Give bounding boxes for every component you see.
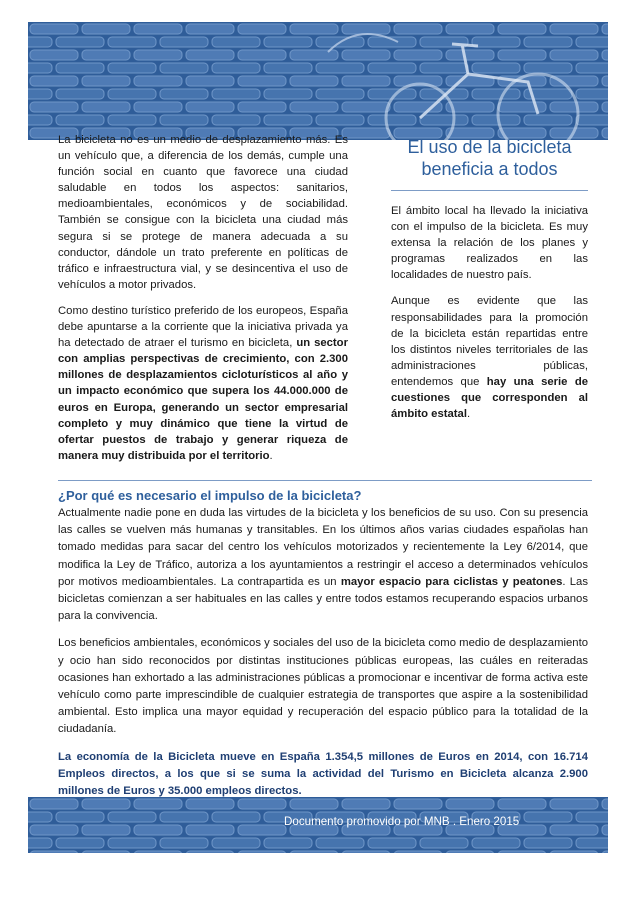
responsibility-bold-text: hay una serie de cuestiones que corresponden al ámbito estatal <box>391 375 588 421</box>
responsibility-text: Aunque es evidente que las responsabilidades para la promoción de la bicicleta están repartidas entre los distintos niveles territoriales de las administraciones públicas, entendemos que <box>391 295 588 388</box>
tourism-end: . <box>269 449 273 462</box>
economy-paragraph: La economía de la Bicicleta mueve en España 1.354,5 millones de Euros en 2014, con 16.714 Empleos directos, a los que si se suma la actividad del Turismo en Bicicleta alcanza 2.900 millones de Euros y 35.000 empleos directos. <box>58 750 588 798</box>
footer-caption: Documento promovido por MNB . Enero 2015 <box>284 815 520 828</box>
responsibility-end: . <box>466 408 471 421</box>
header-photo-banner <box>28 22 608 140</box>
left-column <box>58 132 348 474</box>
paving-bicycle-image <box>28 22 608 140</box>
section-divider <box>58 480 592 481</box>
benefits-paragraph: Los beneficios ambientales, económicos y sociales del uso de la bicicleta como medio de desplazamiento y ocio han sido reconocidos por distintas instituciones públicas europeas, las cuáles en reiteradas ocasiones han exhortado a las administraciones públicas a promocionar e incentivar de forma activa este vehículo como parte imprescindible de cualquier estrategia de transportes que aspire a la sostenibilidad ambiental. Esto implica una mayor equidad y recuperación del espacio público para la totalidad de la ciudadanía. <box>58 637 588 736</box>
right-column <box>391 132 588 432</box>
virtues-bold-text: mayor espacio para ciclistas y peatones <box>340 575 563 588</box>
sidebar-title: El uso de la bicicleta beneficia a todos <box>407 137 572 179</box>
responsibility-paragraph <box>391 293 588 422</box>
virtues-end: . Las bicicletas comienzan a ser habituales en las calles y entre todos estamos recuperando espacios urbanos para la convivencia. <box>58 575 588 623</box>
tourism-text: Como destino turístico preferido de los europeos, España debe apuntarse a la corriente que la iniciativa privada ya ha detectado de atraer el turismo en bicicleta, <box>58 304 348 350</box>
intro-paragraph: La bicicleta no es un medio de desplazamiento más. Es un vehículo que, a diferencia de los demás, cumple una función social en cuanto que favorece una ciudad saludable en todos los aspectos: sanitarios, medioambientales, económicos y de sociabilidad. También se consigue con la bicicleta una ciudad más segura si se protege de manera adecuada a su conductor, dándole un trato preferente en políticas de tráfico e infraestructura vial, y se desincentiva el uso de vehículos a motor privados. <box>58 134 348 291</box>
sidebar-divider <box>391 190 588 191</box>
main-section <box>58 488 588 810</box>
tourism-paragraph <box>58 303 348 464</box>
local-initiative-paragraph: El ámbito local ha llevado la iniciativa con el impulso de la bicicleta. Es muy extensa la relación de los planes y programas realizados en las localidades de nuestro país. <box>391 205 588 282</box>
tourism-bold-text: un sector con amplias perspectivas de crecimiento, con 2.300 millones de desplazamientos cicloturísticos al año y un impacto económico que supera los 44.000.000 de euros en Europa, generando un sector empresarial completo y muy dinámico que tiene la virtud de ofertar puestos de trabajo y generar riqueza de manera muy distribuida por el territorio <box>58 337 348 462</box>
virtues-text: Actualmente nadie pone en duda las virtudes de la bicicleta y los beneficios de su uso. Con su presencia las calles se vuelven más humanas y transitables. En los últimos años varias ciudades españolas han tomado medidas para sacar del centro los vehículos motorizados y recientemente la Ley 6/2014, que modifica la Ley de Tráfico, autoriza a los ayuntamientos a restringir el acceso a determinados vehículos por motivos medioambientales. La contrapartida es un <box>58 507 588 588</box>
virtues-paragraph <box>58 505 588 625</box>
section-heading: ¿Por qué es necesario el impulso de la bicicleta? <box>58 488 362 503</box>
